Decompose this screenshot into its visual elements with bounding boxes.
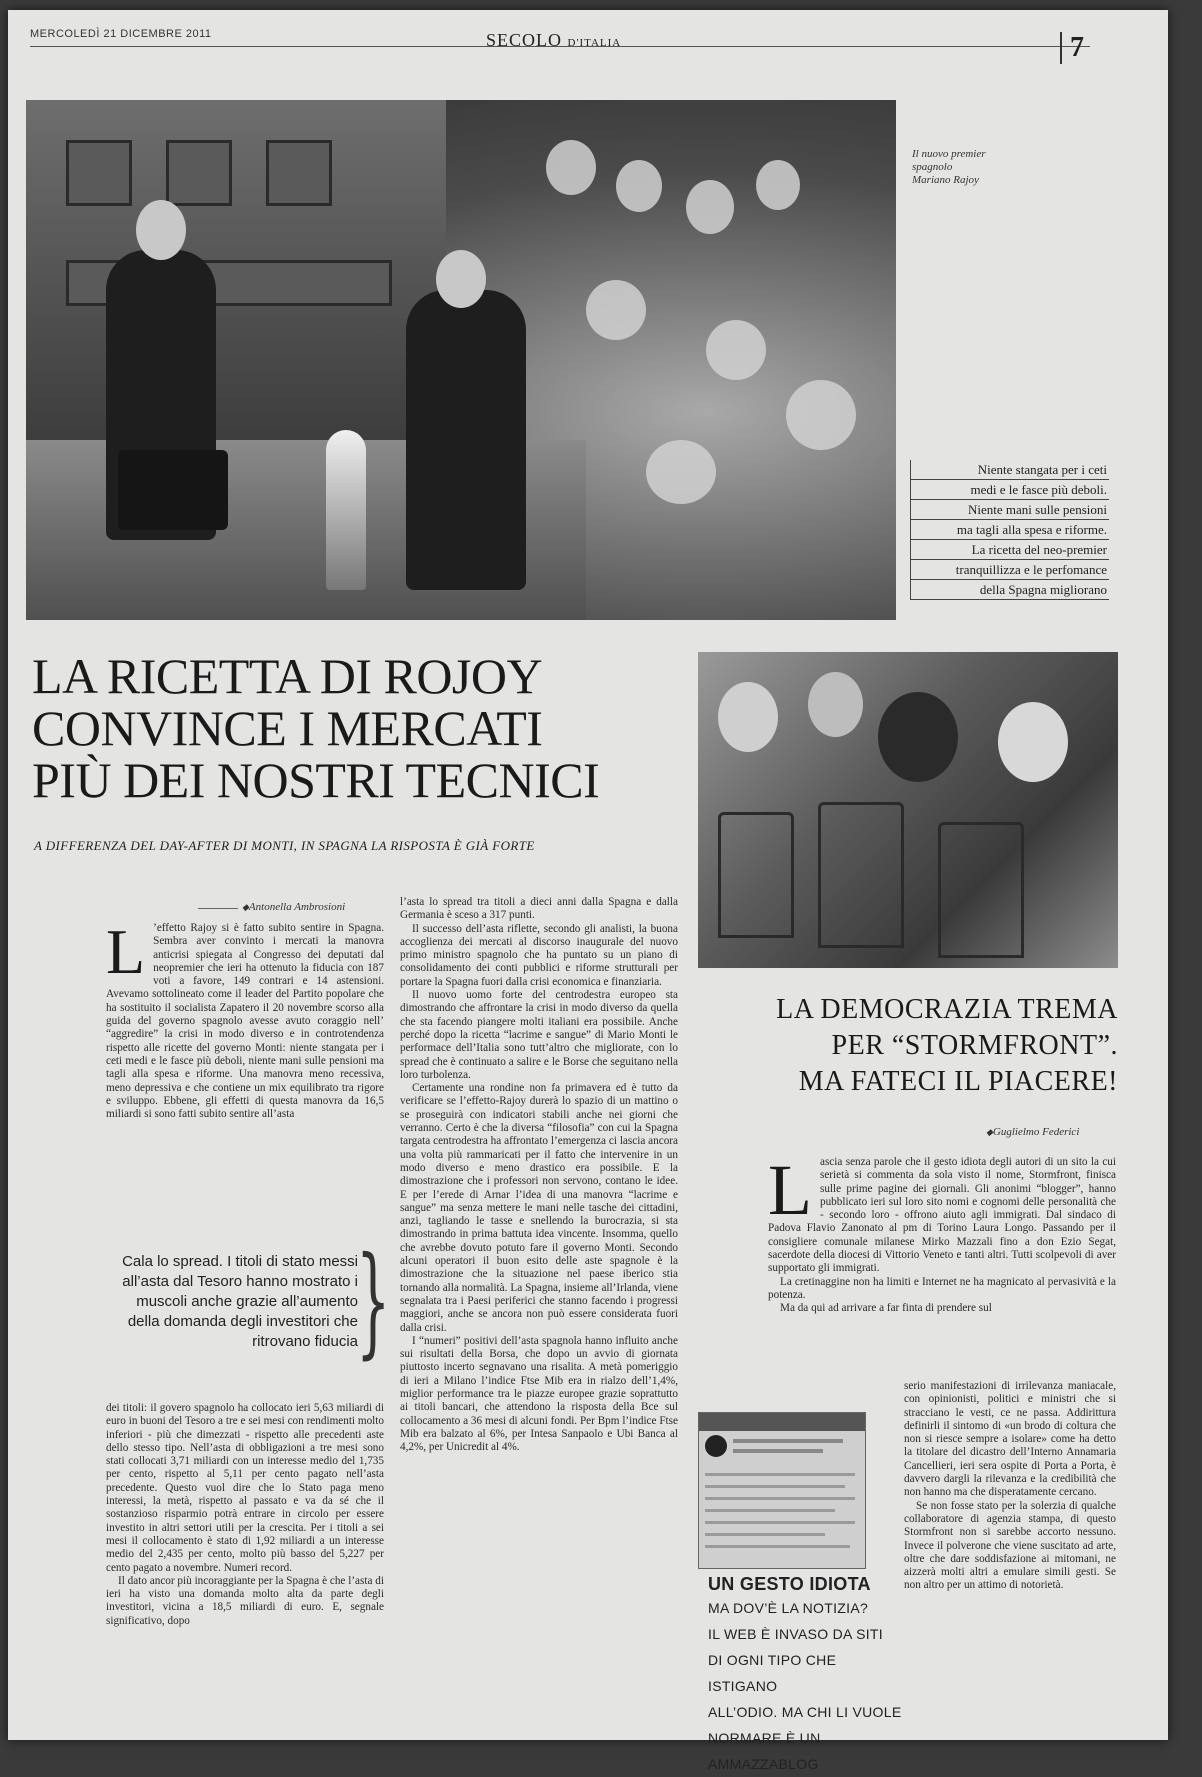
article2-headline	[698, 992, 1118, 1100]
article2-para-text: ascia senza parole che il gesto idiota degli autori di un sito la cui serietà si commenta da sola visto il nome, Stormfront, finisca sulle prime pagine dei giornali. Gli anonimi “blogger”, hanno pubblicato ieri sul loro sito nomi e cognomi delle personalità che - secondo loro - offrono aiuto agli immigrati. Dal sindaco di Padova Flavio Zanonato al pm di Torino Laura Longo. Passando per il consigliere comunale milanese Mirko Mazzali fino a don Ezio Segat, sacerdote della diocesi di Vittorio Veneto e tanti altri. Tutti scolpevoli di aver supportato gli immigrati.	[768, 1156, 1116, 1275]
article1-para: Il successo dell’asta riflette, secondo gli analisti, la buona accoglienza dei mercati al discorso inaugurale del nuovo primo ministro spagnolo che ha puntato su un piano di consolidamento dei conti pubblici e riforme strutturali per portare la Spagna fuori dalla crisi economica e finanziaria.	[400, 922, 678, 988]
screenshot-row	[705, 1473, 855, 1476]
screenshot-bar	[699, 1413, 865, 1431]
screenshot-logo	[705, 1435, 727, 1457]
article1-para: Certamente una rondine non fa primavera ed è tutto da verificare se l’effetto-Rajoy durerà lo spazio di un mattino o se proseguirà con indicatori stabili anche nei giorni che verranno. Certo è che la diversa “filosofia” con cui la Spagna targata centrodestra ha affrontato l’emergenza ci lascia ancora una volta più rammaricati per il fatto che intervenire in un modo diverso e meno drastico era possibile. E la dimostrazione che i professori non servono, contano le idee. E per l’erede di Arnar l’idea di una manovra “lacrime e sangue” ma senza mettere le mani nelle tasche dei cittadini, anzi, tagliando le tasse e snellendo la burocrazia, si sta dimostrando in prima battuta idea vincente. Insomma, quello che avrebbe dovuto potuto fare il governo Monti. Secondo alcuni operatori il buon esito delle aste spagnole è la dimostrazione che la situazione nel paese iberico stia tornando alla normalità. La Spagna, insieme all’Irlanda, viene segnalata tra i Paesi periferici che stanno facendo i progressi maggiori, anche se ancora non può essere considerata fuori dalla crisi.	[400, 1082, 678, 1334]
screenshot-line	[733, 1449, 823, 1453]
photo-chair	[818, 802, 904, 948]
caption-line: Il nuovo premier	[912, 148, 986, 160]
article1-subhead: A DIFFERENZA DEL DAY-AFTER DI MONTI, IN SPAGNA LA RISPOSTA È GIÀ FORTE	[34, 838, 535, 853]
headline-line: LA DEMOCRAZIA TREMA	[776, 994, 1118, 1025]
newspaper-title-small: D'ITALIA	[567, 37, 622, 49]
newspaper-title	[486, 30, 621, 51]
screenshot-row	[705, 1509, 835, 1512]
newspaper-page	[8, 10, 1168, 1772]
screenshot-row	[705, 1533, 825, 1536]
pullquote-line: tranquillizza e le perfomance	[911, 560, 1109, 580]
screenshot-row	[705, 1497, 855, 1500]
article1-para: Il dato ancor più incoraggiante per la Spagna è che l’asta di ieri ha visto una domanda molto alta da parte degli investitori, vicina a 18,5 miliardi di euro. E, segnale significativo, dopo	[106, 1574, 384, 1627]
pullquote-brace: }	[356, 1232, 391, 1371]
screenshot-line	[733, 1439, 843, 1443]
photo-crowd-face	[586, 280, 646, 340]
photo-caption	[912, 148, 986, 187]
photo-person	[406, 290, 526, 590]
screenshot-row	[705, 1485, 845, 1488]
headline-line: PER “STORMFRONT”.	[831, 1030, 1118, 1061]
screenshot-row	[705, 1545, 850, 1548]
gesto-line: ALL’ODIO. MA CHI LI VUOLE	[708, 1704, 902, 1720]
article2-col-bottom	[904, 1380, 1116, 1726]
photo-crowd-face	[706, 320, 766, 380]
photo-panel	[166, 140, 232, 206]
newspaper-title-main: SECOLO	[486, 30, 563, 50]
headline-line: LA RICETTA DI ROJOY	[32, 648, 543, 704]
article1-col1-bottom	[106, 1402, 384, 1724]
pullquote-line: Niente mani sulle pensioni	[911, 500, 1109, 520]
pullquote-line: ma tagli alla spesa e riforme.	[911, 520, 1109, 540]
gesto-line: IL WEB È INVASO DA SITI	[708, 1626, 883, 1642]
article2-para: La cretinaggine non ha limiti e Internet ne ha magnicato al pervasività e la potenza.	[768, 1275, 1116, 1301]
article1-dropcap: L	[106, 916, 146, 987]
caption-line: spagnolo	[912, 161, 953, 173]
issue-date: MERCOLEDÌ 21 DICEMBRE 2011	[30, 28, 212, 40]
photo-briefcase	[118, 450, 228, 530]
article1-para: l’asta lo spread tra titoli a dieci anni dalla Spagna e dalla Germania è sceso a 317 punti.	[400, 896, 678, 922]
photo-child	[718, 682, 778, 752]
gesto-line: DI OGNI TIPO CHE ISTIGANO	[708, 1652, 837, 1694]
article2-byline: ◆ Guglielmo Federici	[986, 1126, 1079, 1138]
caption-line: Mariano Rajoy	[912, 174, 979, 186]
article2-dropcap: L	[768, 1150, 812, 1230]
gesto-line: NORMARE È UN AMMAZZABLOG	[708, 1730, 821, 1772]
gesto-line: MA DOV’È LA NOTIZIA?	[708, 1600, 869, 1616]
rajoy-photo	[26, 100, 896, 620]
article1-para: dei titoli: il govero spagnolo ha collocato ieri 5,63 miliardi di euro in buoni del Tesoro a tre e sei mesi con rendimenti molto inferiori - più che dimezzati - rispetto alle precedenti aste dello stesso tipo. Nell’asta di obbligazioni a tre mesi sono stati collocati 3,71 miliardi con un interesse medio del 1,735 per cento, rispetto al 5,11 per cento pagato nell’asta precedente. Questo vuol dire che lo Stato paga meno interessi, la metà, rispetto al passato e va da sé che il sostanzioso risparmio potrà entrare in circolo per essere investito in altri settori utili per la crescita. Per i titoli a sei mesi il collocamento è stato di 1,92 miliardi a un interesse medio del 2,435 per cento, molto più basso del 5,227 per cento pagato a novembre. Numeri record.	[106, 1402, 384, 1574]
photo-head	[136, 200, 186, 260]
photo-child	[808, 672, 863, 737]
photo-head	[436, 250, 486, 308]
photo-crowd-face	[646, 440, 716, 504]
photo-crowd-face	[546, 140, 596, 195]
photo-crowd-face	[756, 160, 800, 210]
top-pullquote	[910, 460, 1109, 600]
article2-para: Se non fosse stato per la solerzia di qualche collaboratore di agenzia stampa, di questo Stormfront non si sarebbe accorto nessuno. Invece il polverone che viene suscitato ad arte, oltre che dare soddisfazione ai mitomani, ne aizzerà molti altri a emulare simili gesti. Se non altro per un attimo di notorietà.	[904, 1499, 1116, 1592]
headline-line: PIÙ DEI NOSTRI TECNICI	[32, 752, 600, 808]
article1-pullquote: Cala lo spread. I titoli di stato messi all’asta dal Tesoro hanno mostrato i muscoli anche grazie all’aumento della domanda degli investitori che ritrovano fiducia	[122, 1253, 358, 1350]
pullquote-line: La ricetta del neo-premier	[911, 540, 1109, 560]
article1-para-text: ’effetto Rajoy si è fatto subito sentire in Spagna. Sembra aver convinto i mercati la manovra anticrisi spiegata al Congresso dei deputati dal neopremier che ieri ha ottenuto la fiducia con 187 voti a favore, 149 contrari e 14 astensioni. Avevamo sottolineato come il leader del Partito popolare che ha sostituito il socialista Zapatero il 20 novembre scorso alla guida del governo spagnolo avesse avuto coraggio nell’ “aggredire” la crisi in modo diverso e in controtendenza rispetto alle ricette del governo Monti: niente stangata per i ceti medi e le fasce più deboli, niente mani sulle pensioni ma tagli alla spesa e riforme. Una manovra meno recessiva, meno depressiva e che contiene un mix equilibrato tra rigore e sviluppo. Ebbene, gli effetti di questa manovra da 16,5 miliardi si sono fatti subito sentire all’asta	[106, 922, 384, 1121]
pullquote-line: della Spagna migliorano	[911, 580, 1109, 600]
article2-para: Ma da qui ad arrivare a far finta di prendere sul	[780, 1302, 992, 1315]
headline-line: CONVINCE I MERCATI	[32, 700, 543, 756]
article1-col1-top	[106, 916, 384, 1208]
gesto-title: UN GESTO IDIOTA	[708, 1574, 871, 1594]
article2-para	[768, 1150, 1116, 1276]
pullquote-line: Niente stangata per i ceti	[911, 460, 1109, 480]
article1-para	[106, 916, 384, 1121]
article1-para: Il nuovo uomo forte del centrodestra europeo sta dimostrando che affrontare la crisi in modo diverso da quella che sta facendo piangere molti italiani era possibile. Anche perché dopo la ricetta “lacrime e sangue” di Mario Monti le performace dell’Italia sono tutt’altro che migliorate, con lo spread che è continuato a salire e le Borse che seguitano nella loro turbolenza.	[400, 989, 678, 1081]
stormfront-screenshot	[698, 1412, 866, 1569]
article1-byline: ◆ Antonella Ambrosioni	[242, 901, 345, 913]
article2-col-top	[768, 1150, 1116, 1372]
photo-chair	[718, 812, 794, 938]
photo-panel	[66, 140, 132, 206]
byline-rule	[198, 908, 238, 909]
photo-chair	[938, 822, 1024, 958]
children-photo	[698, 652, 1118, 968]
photo-child	[998, 702, 1068, 782]
screenshot-row	[705, 1521, 855, 1524]
article1-col2	[400, 896, 678, 1724]
photo-panel	[266, 140, 332, 206]
article1-para: I “numeri” positivi dell’asta spagnola hanno influito anche sui risultati della Borsa, che dopo un avvio di giornata piuttosto incerto segnavano una risalita. A metà pomeriggio di ieri a Milano l’indice Ftse Mib era in rialzo dell’1,4%, miglior performance tra le piazze europee grazie soprattutto ai titoli bancari, che attendono la risposta della Bce sul collocamento a 36 mesi di alcuni fondi. Per Bpm l’indice Ftse Mib era balzato al 6%, per Intesa Sanpaolo e Ubi Banca al 4,2%, per Unicredit al 4%.	[400, 1334, 678, 1454]
photo-crowd-face	[786, 380, 856, 450]
gesto-box	[708, 1574, 908, 1777]
article1-headline	[32, 650, 692, 806]
photo-lamp	[326, 430, 366, 590]
pullquote-line: medi e le fasce più deboli.	[911, 480, 1109, 500]
headline-line: MA FATECI IL PIACERE!	[798, 1066, 1118, 1097]
article2-para: serio manifestazioni di irrilevanza maniacale, con opinionisti, politici e ministri che si stracciano le vesti, ce ne passa. Addirittura definirli il sintomo di «un brodo di coltura che non si riesce sempre a isolare» come ha detto la titolare del dicastro dell’Interno Annamaria Cancellieri, ieri sera ospite di Porta a Porta, è davvero dargli la rilevanza e la credibilità che non hanno ma che disperatamente cercano.	[904, 1380, 1116, 1499]
page-number: 7	[1060, 32, 1084, 64]
photo-child	[878, 692, 958, 782]
photo-crowd-face	[686, 180, 734, 234]
photo-crowd-face	[616, 160, 662, 212]
